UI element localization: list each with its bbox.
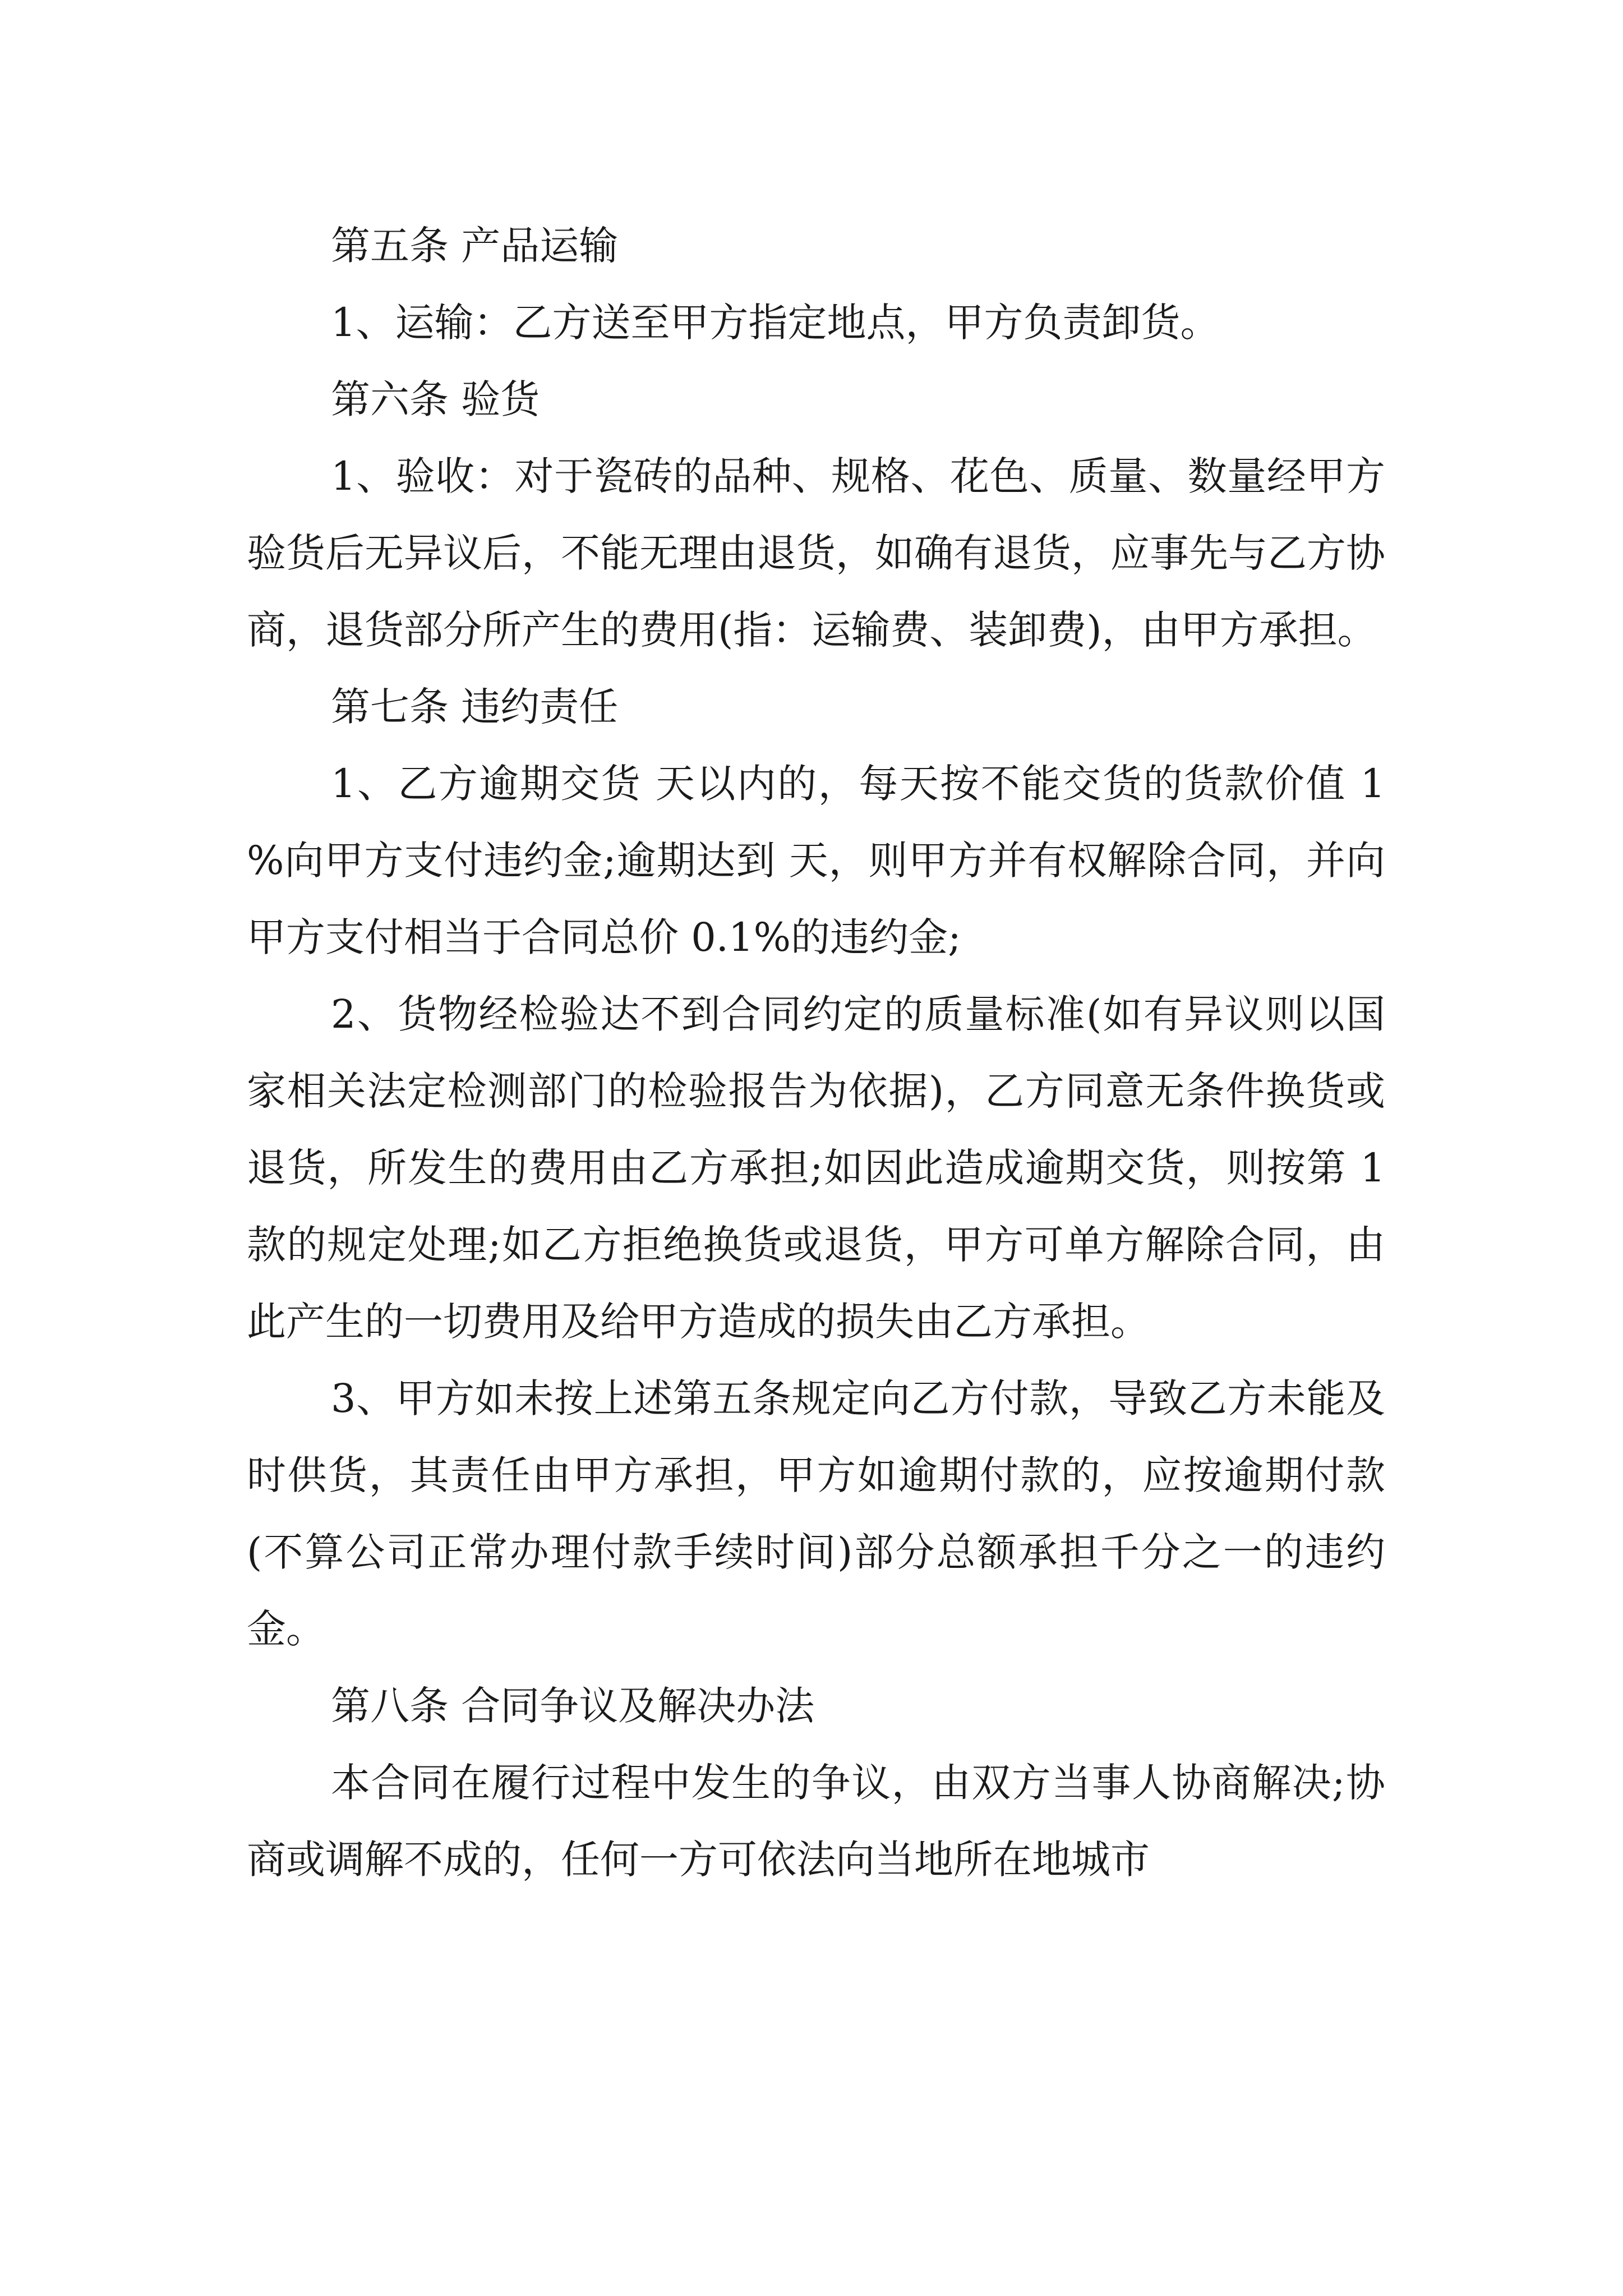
article-7-clause-1: 1、乙方逾期交货 天以内的，每天按不能交货的货款价值 1 %向甲方支付违约金;逾期达到 天，则甲方并有权解除合同，并向甲方支付相当于合同总价 0.1%的违约金; xyxy=(247,761,1385,960)
article-8-heading: 第八条 合同争议及解决办法 xyxy=(331,1683,815,1729)
article-5-heading: 第五条 产品运输 xyxy=(331,223,619,269)
article-6-heading: 第六条 验货 xyxy=(331,376,540,422)
article-6-clause-1: 1、验收：对于瓷砖的品种、规格、花色、质量、数量经甲方验货后无异议后，不能无理由退货，如确有退货，应事先与乙方协商，退货部分所产生的费用(指：运输费、装卸费)，由甲方承担。 xyxy=(247,453,1385,653)
article-7-heading: 第七条 违约责任 xyxy=(331,684,619,730)
article-7-clause-3: 3、甲方如未按上述第五条规定向乙方付款，导致乙方未能及时供货，其责任由甲方承担，甲方如逾期付款的，应按逾期付款(不算公司正常办理付款手续时间)部分总额承担千分之一的违约金。 xyxy=(247,1375,1385,1652)
article-8-body: 本合同在履行过程中发生的争议，由双方当事人协商解决;协商或调解不成的，任何一方可依法向当地所在地城市 xyxy=(247,1760,1385,1883)
article-5-clause-1: 1、运输：乙方送至甲方指定地点，甲方负责卸货。 xyxy=(331,300,1220,346)
document-body xyxy=(247,208,1385,1898)
article-7-clause-2: 2、货物经检验达不到合同约定的质量标准(如有异议则以国家相关法定检测部门的检验报告为依据)，乙方同意无条件换货或退货，所发生的费用由乙方承担;如因此造成逾期交货，则按第 1 款的规定处理;如乙方拒绝换货或退货，甲方可单方解除合同，由此产生的一切费用及给甲方造成的损失由乙方承担。 xyxy=(247,991,1385,1345)
